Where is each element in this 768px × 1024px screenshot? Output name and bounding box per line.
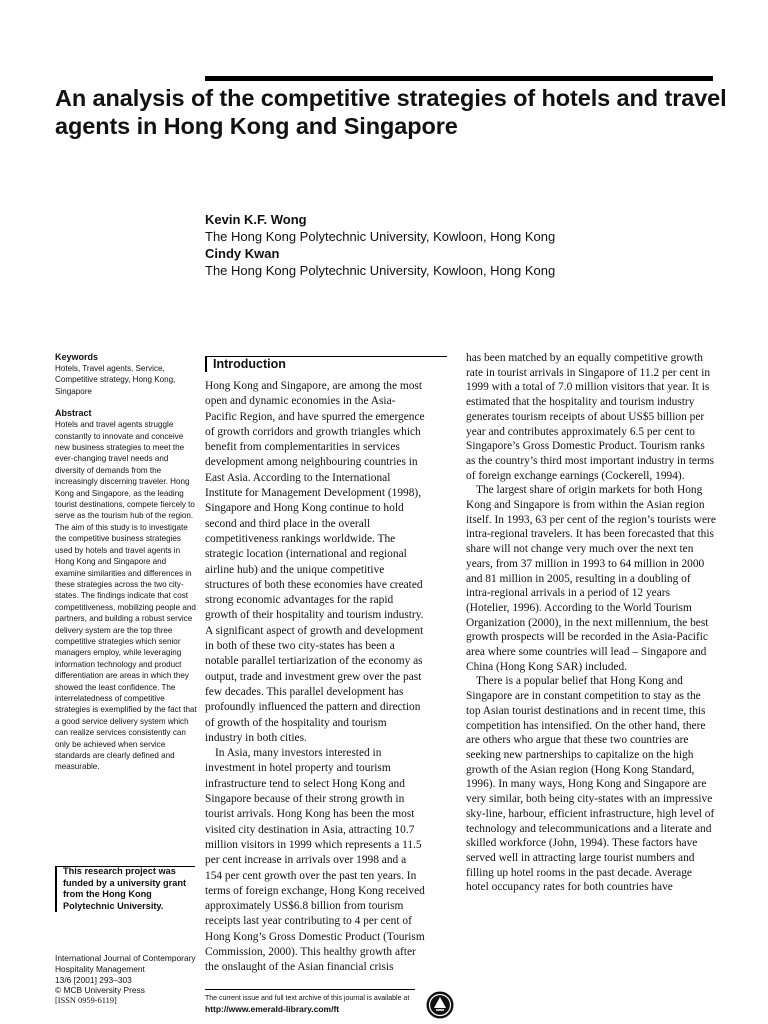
body-paragraph: Hong Kong and Singapore, are among the most open and dynamic economies in the Asia-Pacific Region, and have spurred the emergence of growth corridors and growth triangles which benefit from complementarities in services development among neighbouring countries in East Asia. According to the International Institute for Management Development (1998), Singapore and Hong Kong continue to hold second and third place in the overall competitiveness rankings worldwide. The strategic location (international and regional airline hub) and the unique competitive structures of both these economies have created strong economic advantages for the rapid growth of their hospitality and tourism industry. A significant aspect of growth and development in both of these two city-states has been a notable parallel tertiarization of the economy as output, trade and investment grew over the past few decades. This parallel development has profoundly influenced the pattern and direction of growth of the hospitality and tourism industry in both cities. [205, 380, 425, 744]
intro-heading-side-rule [205, 356, 207, 372]
funding-note: This research project was funded by a university grant from the Hong Kong Polytechnic University. [55, 866, 197, 912]
journal-publisher: © MCB University Press [55, 985, 145, 996]
journal-name: International Journal of Contemporary Hospitality Management [55, 953, 196, 974]
section-heading-introduction: Introduction [213, 357, 286, 371]
footer-archive-text: The current issue and full text archive of this journal is available at [205, 995, 410, 1002]
sidebar [55, 351, 197, 773]
journal-volume: 13/6 [2001] 293–303 [55, 974, 132, 985]
title-top-rule [205, 76, 713, 81]
author-affiliation-2: The Hong Kong Polytechnic University, Kowloon, Hong Kong [205, 263, 556, 278]
author-block [205, 211, 745, 279]
body-paragraph: In Asia, many investors interested in investment in hotel property and tourism infrastructure tend to select Hong Kong and Singapore because of their strong growth in tourist arrivals. Hong Kong has been the most visited city destination in Asia, attracting 10.7 million visitors in 1999 which represents a 11.5 per cent increase in arrivals over 1998 and a 154 per cent growth over the past ten years. In terms of foreign exchange, Hong Kong received approximately US$6.8 billion from tourism receipts last year contributing to 4 per cent of Hong Kong’s Gross Domestic Product (Tourism Commission, 2000). This healthy growth after the onslaught of the Asian financial crisis [205, 747, 425, 974]
body-paragraph: There is a popular belief that Hong Kong and Singapore are in constant competition to stay as the top Asian tourist destinations and in recent time, this competition has intensified. On the other hand, there are others who argue that these two countries are seeking new partnerships to capitalize on the high growth of the Asian region (Hong Kong Standard, 1996). In many ways, Hong Kong and Singapore are very similar, both being city-states with an impressive sky-line, harbour, efficient infrastructure, high level of technology and telecommunications and a literate and skilled workforce (John, 1994). These factors have served well in attracting large tourist numbers and filling up hotel rooms in the past decade. Average hotel occupancy rates for both countries have [466, 675, 715, 894]
footer-rule [205, 989, 415, 990]
author-name-1: Kevin K.F. Wong [205, 212, 307, 227]
journal-issn: [ISSN 0959-6119] [55, 996, 117, 1006]
body-paragraph: has been matched by an equally competitive growth rate in tourist arrivals in Singapore of 11.2 per cent in 1999 with a total of 7.0 million visitors that year. It is estimated that the hospitality and tourism industry generates tourism receipts of about US$5 billion per year and contributes approximately 6.5 per cent to Singapore’s Gross Domestic Product. Tourism ranks as the country’s third most important industry in terms of foreign exchange earnings (Cockerell, 1994). [466, 352, 715, 482]
author-name-2: Cindy Kwan [205, 246, 280, 261]
author-affiliation-1: The Hong Kong Polytechnic University, Kowloon, Hong Kong [205, 229, 556, 244]
article-title: An analysis of the competitive strategies of hotels and travel agents in Hong Kong and Singapore [55, 85, 727, 139]
body-column-right [466, 351, 716, 895]
abstract-heading: Abstract [55, 408, 92, 419]
body-column-middle [205, 352, 425, 976]
emerald-logo-icon [425, 990, 455, 1020]
abstract-text: Hotels and travel agents struggle constantly to innovate and conceive new business strategies to meet the ever-changing travel needs and diversity of demands from the increasingly discerning traveler. Hong Kong and Singapore, as the leading tourist destinations, compete fiercely to serve as the tourism hub of the region. The aim of this study is to investigate the competitive business strategies used by hotels and travel agents in Hong Kong and Singapore and examine similarities and differences in these strategies across the two city-states. The findings indicate that cost competitiveness, mobilizing people and partners, and building a robust service delivery system are the top three competitive strategies which senior managers employ, while leveraging information technology and product differentiation are areas in which they showed the least confidence. The interrelatedness of competitive strategies is exemplified by the fact that a good service delivery system which can realize services consistently can only be achieved when service standards are clearly defined and measurable. [55, 420, 197, 772]
keywords-heading: Keywords [55, 352, 99, 362]
footer-url-link[interactable]: http://www.emerald-library.com/ft [205, 1004, 340, 1014]
keywords-text: Hotels, Travel agents, Service, Competitive strategy, Hong Kong, Singapore [55, 364, 176, 396]
journal-info [55, 953, 205, 1007]
body-paragraph: The largest share of origin markets for both Hong Kong and Singapore is from within the Asian region itself. In 1993, 63 per cent of the region’s tourists were intra-regional travelers. It has been forecasted that this share will not change very much over the next ten years, from 37 million in 1993 to 64 million in 2000 and 81 million in 2005, resulting in a doubling of intra-regional arrivals in a period of 12 years (Hotelier, 1996). According to the World Tourism Organization (2000), in the next millennium, the best growth prospects will be recorded in the Asia-Pacific area where some countries will lead – Singapore and China (Hong Kong SAR) included. [466, 484, 716, 673]
footer-archive-notice [205, 986, 455, 1024]
